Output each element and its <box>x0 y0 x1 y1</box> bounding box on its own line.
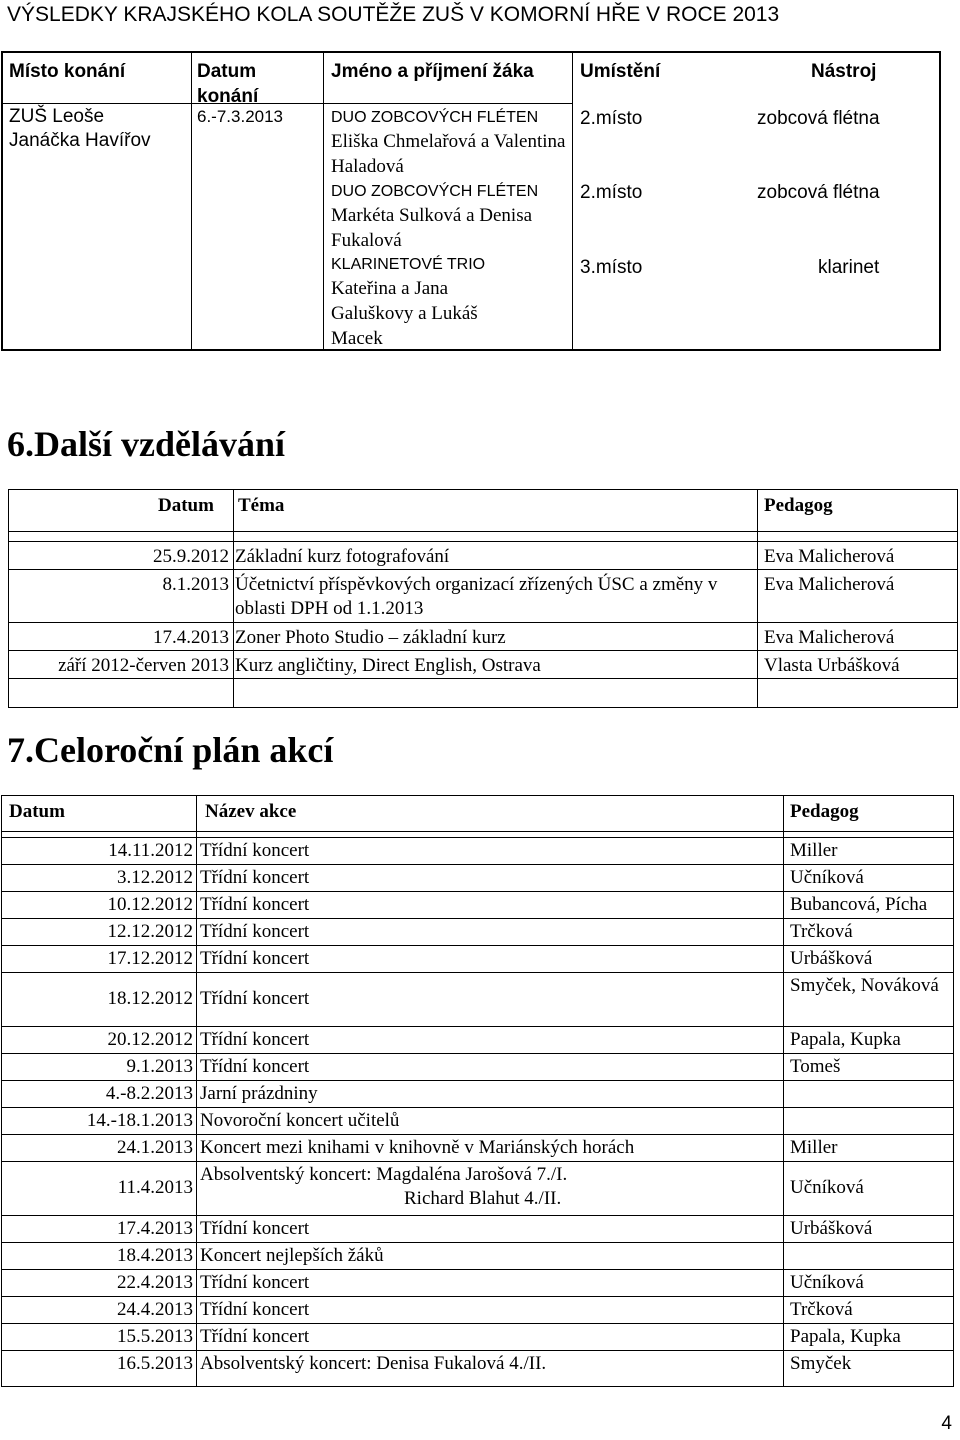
plan-table <box>1 795 954 1387</box>
table-row: 17.12.2012 Třídní koncert Urbášková <box>107 948 873 969</box>
education-heading: 6.Další vzdělávání <box>7 424 286 464</box>
edu-header-topic: Téma <box>238 495 285 516</box>
table-row: 9.1.2013 Třídní koncert Tomeš <box>126 1056 841 1077</box>
page-title: VÝSLEDKY KRAJSKÉHO KOLA SOUTĚŽE ZUŠ V KOMORNÍ HŘE V ROCE 2013 <box>7 3 780 26</box>
header-date: Datum konání <box>197 61 259 107</box>
table-row: 18.12.2012 Třídní koncert Smyček, Nováková <box>107 975 939 1009</box>
table-row: 10.12.2012 Třídní koncert Bubancová, Pícha <box>107 894 928 915</box>
education-table: Datum Téma Pedagog 25.9.2012 Základní kurz fotografování Eva Malicherová 8.1.2013 Účetnictví příspěvkových organizací zřízených ÚSC a změny v oblasti DPH od 1.1.2013 Eva Malicherová 17.4.2013 Zoner Photo Studio – základní kurz Eva Malicherová září 2012-červen 2013 Kurz angličtiny, Direct English, Ostrava Vlasta Urbášková <box>8 489 958 708</box>
table-row: 20.12.2012 Třídní koncert Papala, Kupka <box>107 1029 901 1050</box>
table-row: 17.4.2013 Třídní koncert Urbášková <box>117 1218 873 1239</box>
table-row: 18.4.2013 Koncert nejlepších žáků <box>117 1245 384 1266</box>
table-row: 12.12.2012 Třídní koncert Trčková <box>107 921 853 942</box>
plan-heading: 7.Celoroční plán akcí <box>7 730 334 770</box>
entry-names: DUO ZOBCOVÝCH FLÉTEN Eliška Chmelařová a Valentina Haladová <box>331 109 566 177</box>
table-row: 22.4.2013 Třídní koncert Učníková <box>117 1272 864 1293</box>
table-row: 15.5.2013 Třídní koncert Papala, Kupka <box>117 1326 901 1347</box>
header-rank: Umístění <box>580 61 661 82</box>
edu-header-teacher: Pedagog <box>764 495 833 516</box>
header-venue: Místo konání <box>9 61 126 82</box>
table-row: 4.-8.2.2013 Jarní prázdniny <box>105 1083 318 1104</box>
table-row: 16.5.2013 Absolventský koncert: Denisa Fukalová 4./II. Smyček <box>117 1353 852 1374</box>
entry-instrument: zobcová flétna <box>757 108 880 129</box>
table-row: 14.-18.1.2013 Novoroční koncert učitelů <box>86 1110 400 1131</box>
plan-header-event: Název akce <box>205 801 297 822</box>
plan-header-teacher: Pedagog <box>790 801 859 822</box>
table-row: 3.12.2012 Třídní koncert Učníková <box>117 867 864 888</box>
plan-header-date: Datum <box>9 801 65 822</box>
entry-instrument: zobcová flétna <box>757 182 880 203</box>
venue-cell: ZUŠ Leoše Janáčka Havířov <box>9 106 151 151</box>
results-table <box>1 51 941 351</box>
date-cell: 6.-7.3.2013 <box>197 107 284 126</box>
header-names: Jméno a příjmení žáka <box>331 61 534 82</box>
edu-header-date: Datum <box>158 495 214 516</box>
table-row: 24.1.2013 Koncert mezi knihami v knihovně v Mariánských horách Miller <box>117 1137 838 1158</box>
entry-names: KLARINETOVÉ TRIO Kateřina a Jana Galuškovy a Lukáš Macek <box>331 256 486 349</box>
header-instrument: Nástroj <box>811 61 877 82</box>
table-row: 24.4.2013 Třídní koncert Trčková <box>117 1299 853 1320</box>
entry-names: DUO ZOBCOVÝCH FLÉTEN Markéta Sulková a Denisa Fukalová <box>331 183 539 251</box>
entry-rank: 2.místo <box>580 182 643 203</box>
entry-rank: 3.místo <box>580 257 643 278</box>
table-row: 11.4.2013 Absolventský koncert: Magdaléna Jarošová 7./I. Richard Blahut 4./II. Učníková <box>117 1164 864 1209</box>
table-row: 14.11.2012 Třídní koncert Miller <box>108 840 838 861</box>
entry-instrument: klarinet <box>818 257 880 278</box>
entry-rank: 2.místo <box>580 108 643 129</box>
page-number: 4 <box>941 1413 952 1434</box>
